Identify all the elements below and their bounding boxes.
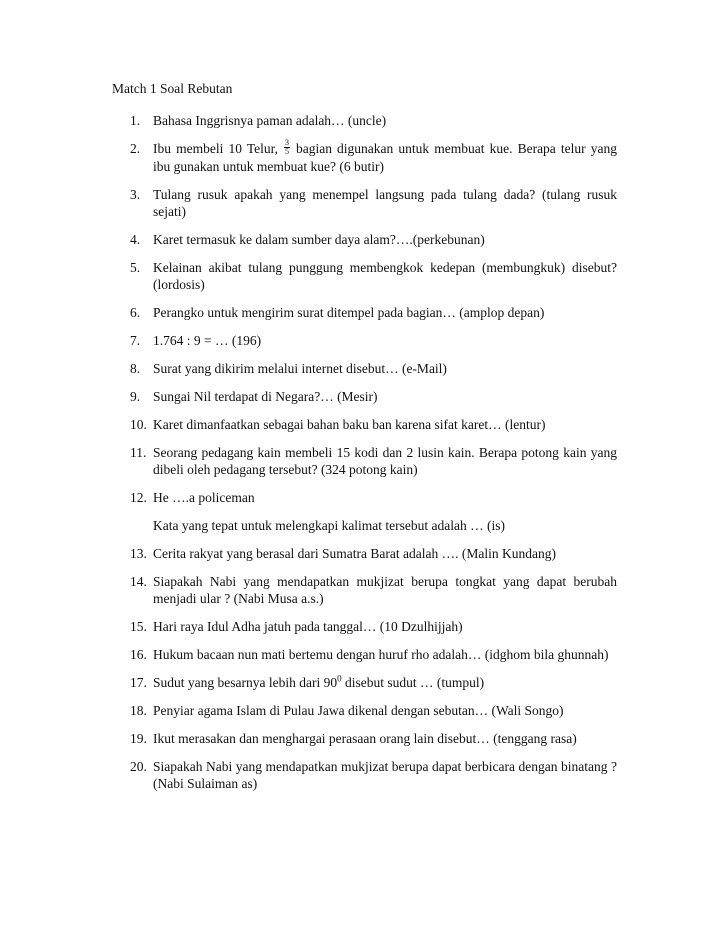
question-text-before-superscript: Sudut yang besarnya lebih dari 90 bbox=[153, 675, 338, 691]
question-item-1 bbox=[112, 112, 617, 129]
question-number: 17. bbox=[130, 675, 147, 691]
question-text: Surat yang dikirim melalui internet disebut… (e-Mail) bbox=[153, 361, 447, 377]
question-item-8 bbox=[112, 360, 617, 377]
question-item-15 bbox=[112, 618, 617, 635]
question-item-7 bbox=[112, 332, 617, 349]
question-text: Seorang pedagang kain membeli 15 kodi dan 2 lusin kain. Berapa potong kain yang dibeli oleh pedagang tersebut? (324 potong kain) bbox=[153, 445, 617, 478]
question-item-14 bbox=[112, 573, 617, 607]
question-item-4 bbox=[112, 231, 617, 248]
question-text: Karet dimanfaatkan sebagai bahan baku ban karena sifat karet… (lentur) bbox=[153, 417, 546, 433]
question-item-19 bbox=[112, 730, 617, 747]
question-item-13 bbox=[112, 545, 617, 562]
question-text: Siapakah Nabi yang mendapatkan mukjizat berupa dapat berbicara dengan binatang ? (Nabi Sulaiman as) bbox=[153, 759, 617, 792]
question-number: 15. bbox=[130, 619, 147, 635]
question-item-16 bbox=[112, 646, 617, 663]
question-text-before-fraction: Ibu membeli 10 Telur, bbox=[153, 141, 278, 156]
question-number: 3. bbox=[130, 187, 141, 203]
question-text-after-superscript: disebut sudut … (tumpul) bbox=[341, 675, 485, 691]
question-number: 19. bbox=[130, 731, 147, 747]
document-title: Match 1 Soal Rebutan bbox=[112, 81, 233, 96]
question-text: Perangko untuk mengirim surat ditempel pada bagian… (amplop depan) bbox=[153, 305, 545, 321]
question-text: Siapakah Nabi yang mendapatkan mukjizat berupa tongkat yang dapat berubah menjadi ular ? (Nabi Musa a.s.) bbox=[153, 574, 617, 607]
question-number: 10. bbox=[130, 417, 147, 433]
question-number: 4. bbox=[130, 232, 141, 248]
question-item-3 bbox=[112, 186, 617, 220]
question-text: Tulang rusuk apakah yang menempel langsung pada tulang dada? (tulang rusuk sejati) bbox=[153, 187, 617, 220]
question-text: Hari raya Idul Adha jatuh pada tanggal… (10 Dzulhijjah) bbox=[153, 619, 463, 635]
fraction-denominator: 5 bbox=[284, 147, 289, 157]
degree-superscript: 0 bbox=[337, 673, 342, 684]
question-text: Hukum bacaan nun mati bertemu dengan huruf rho adalah… (idghom bila ghunnah) bbox=[153, 647, 609, 663]
question-number: 20. bbox=[130, 759, 147, 775]
question-item-9 bbox=[112, 388, 617, 405]
question-item-5 bbox=[112, 259, 617, 293]
question-text bbox=[153, 140, 617, 175]
question-item-2 bbox=[112, 140, 617, 175]
question-text: Cerita rakyat yang berasal dari Sumatra Barat adalah …. (Malin Kundang) bbox=[153, 546, 556, 562]
question-text: Penyiar agama Islam di Pulau Jawa dikenal dengan sebutan… (Wali Songo) bbox=[153, 703, 564, 719]
fraction-numerator: 3 bbox=[284, 138, 289, 148]
question-text: Karet termasuk ke dalam sumber daya alam?….(perkebunan) bbox=[153, 232, 485, 248]
question-item-10 bbox=[112, 416, 617, 433]
question-number: 8. bbox=[130, 361, 141, 377]
fraction bbox=[284, 139, 290, 156]
question-number: 7. bbox=[130, 333, 141, 349]
question-list bbox=[112, 112, 617, 803]
question-number: 9. bbox=[130, 389, 141, 405]
question-number: 12. bbox=[130, 490, 147, 506]
question-item-12 bbox=[112, 489, 617, 534]
question-number: 16. bbox=[130, 647, 147, 663]
question-item-11 bbox=[112, 444, 617, 478]
question-item-18 bbox=[112, 702, 617, 719]
question-text-after-fraction: bagian digunakan untuk membuat kue. Berapa telur yang ibu gunakan untuk membuat kue? (6 butir) bbox=[153, 141, 617, 175]
question-text: Bahasa Inggrisnya paman adalah… (uncle) bbox=[153, 113, 387, 128]
question-number: 6. bbox=[130, 305, 141, 321]
question-text: Sungai Nil terdapat di Negara?… (Mesir) bbox=[153, 389, 378, 405]
question-number: 1. bbox=[130, 113, 141, 128]
question-number: 14. bbox=[130, 574, 147, 590]
question-text bbox=[153, 674, 617, 691]
question-number: 5. bbox=[130, 260, 141, 276]
question-text: Kelainan akibat tulang punggung membengkok kedepan (membungkuk) disebut? (lordosis) bbox=[153, 260, 617, 293]
question-number: 2. bbox=[130, 141, 141, 156]
question-number: 13. bbox=[130, 546, 147, 562]
question-item-6 bbox=[112, 304, 617, 321]
question-item-17 bbox=[112, 674, 617, 691]
question-text: 1.764 : 9 = … (196) bbox=[153, 333, 262, 349]
question-item-20 bbox=[112, 758, 617, 792]
question-number: 18. bbox=[130, 703, 147, 719]
question-followup-text: Kata yang tepat untuk melengkapi kalimat tersebut adalah … (is) bbox=[153, 518, 506, 534]
question-number: 11. bbox=[130, 445, 147, 461]
question-text: He ….a policeman bbox=[153, 490, 255, 506]
question-text: Ikut merasakan dan menghargai perasaan orang lain disebut… (tenggang rasa) bbox=[153, 731, 577, 747]
